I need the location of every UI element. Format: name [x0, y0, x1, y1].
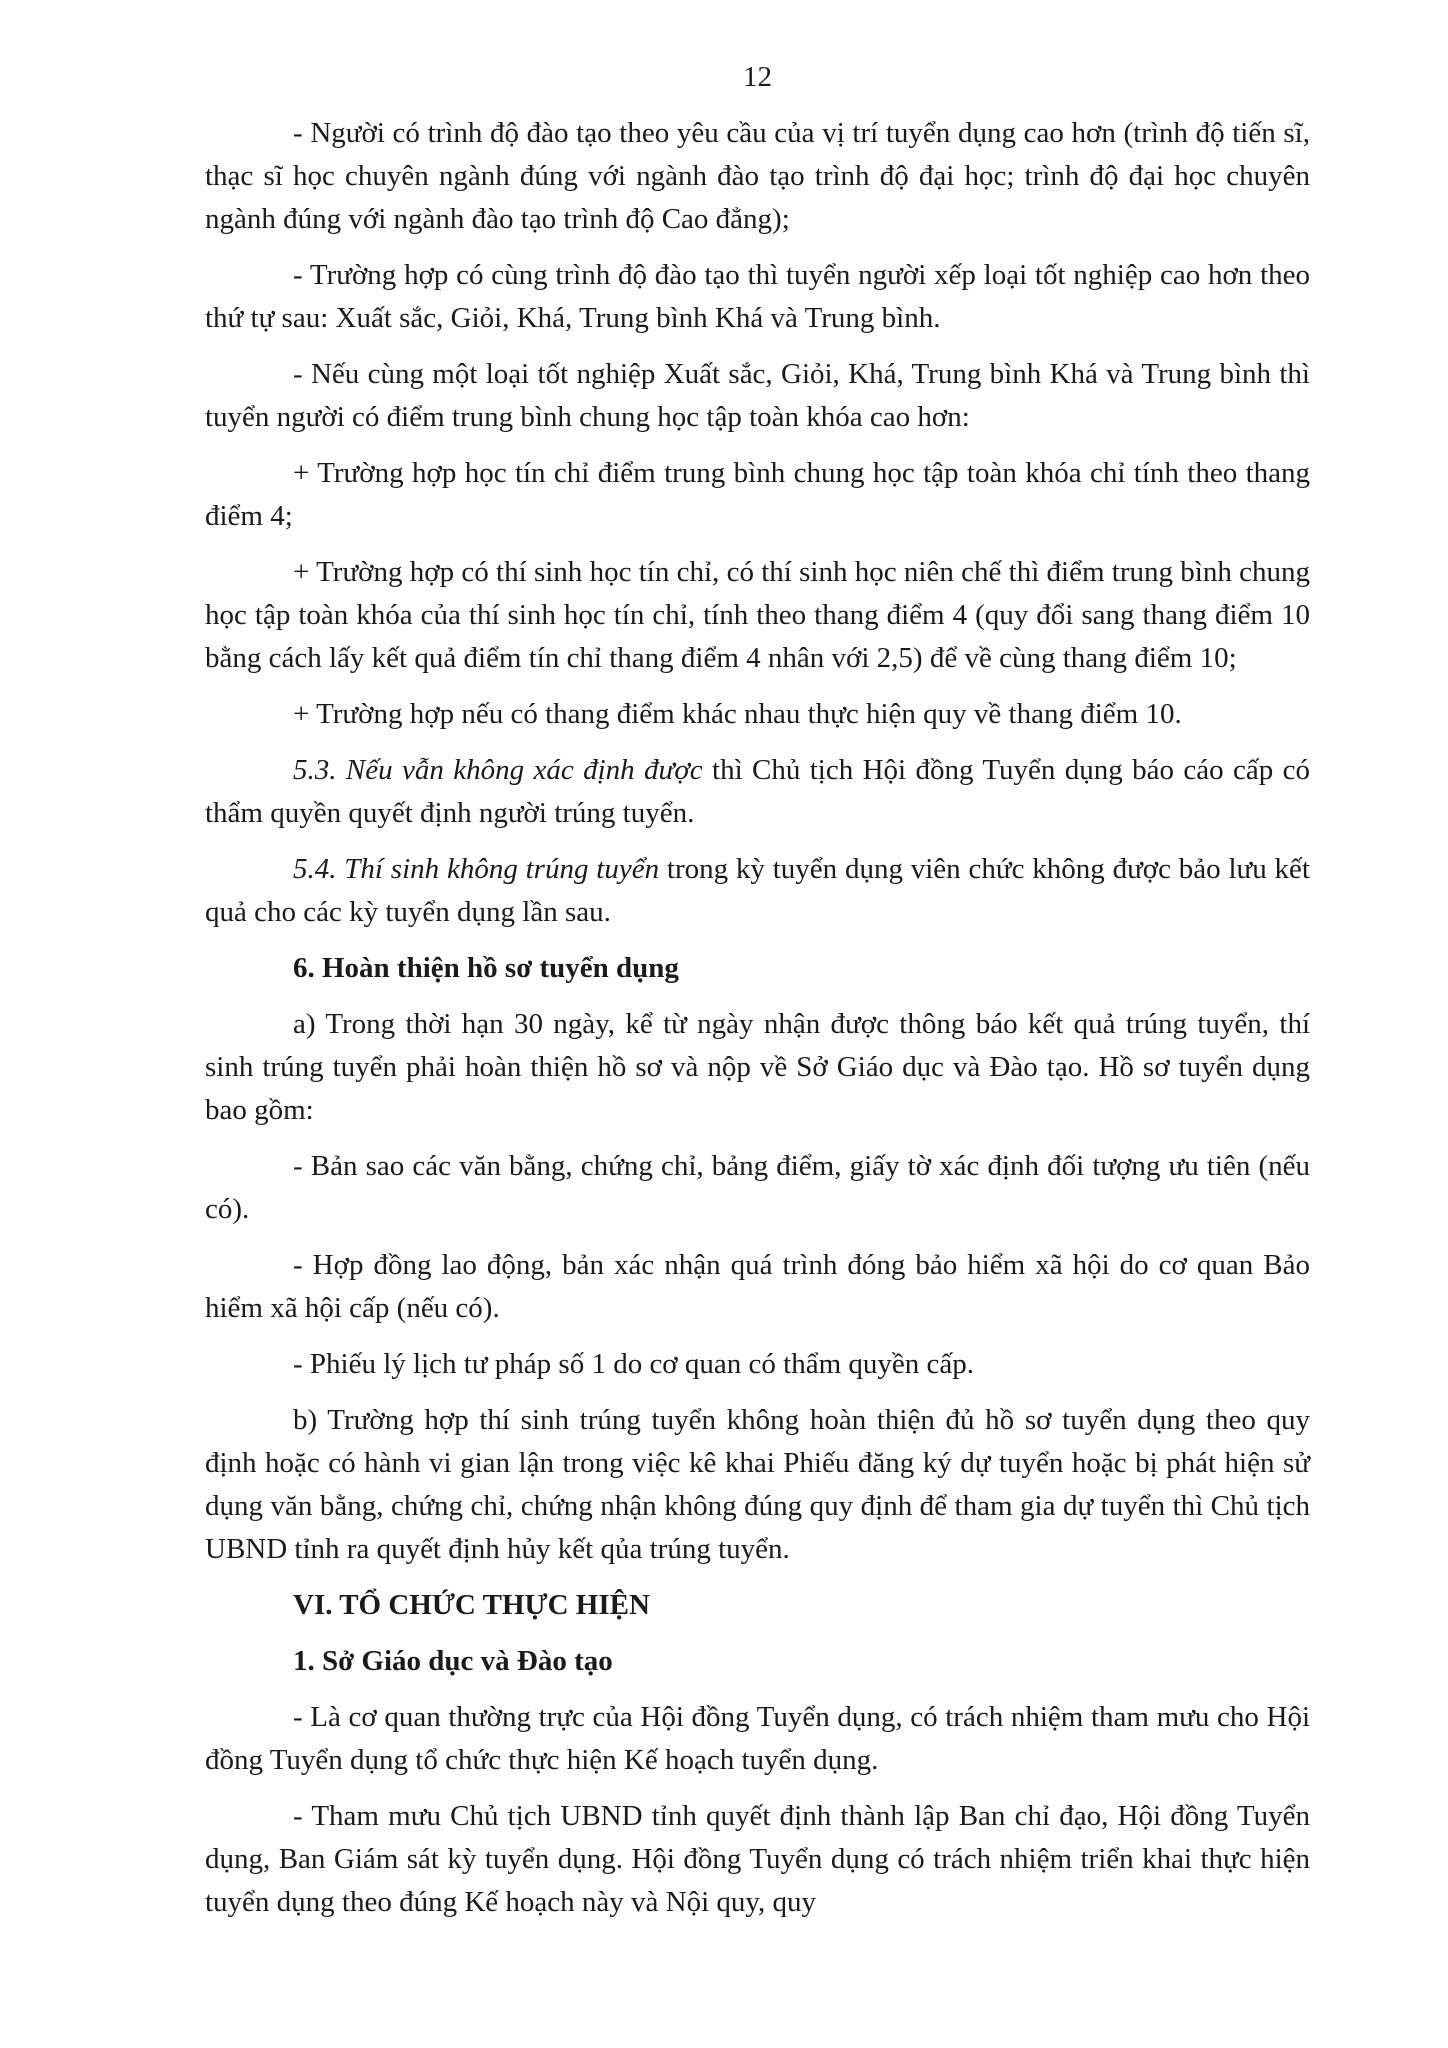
- paragraph: + Trường hợp học tín chỉ điểm trung bình chung học tập toàn khóa chỉ tính theo thang điểm 4;: [205, 457, 1310, 532]
- page-number: 12: [743, 61, 772, 93]
- paragraph: a) Trong thời hạn 30 ngày, kể từ ngày nhận được thông báo kết quả trúng tuyển, thí sinh trúng tuyển phải hoàn thiện hồ sơ và nộp về Sở Giáo dục và Đào tạo. Hồ sơ tuyển dụng bao gồm:: [205, 1008, 1310, 1126]
- paragraph: + Trường hợp nếu có thang điểm khác nhau thực hiện quy về thang điểm 10.: [293, 698, 1182, 730]
- paragraph-rest: thì Chủ tịch Hội đồng Tuyển dụng báo cáo cấp có thẩm quyền quyết định người trúng tuyển.: [205, 754, 1310, 829]
- section-heading-1: 1. Sở Giáo dục và Đào tạo: [293, 1645, 613, 1677]
- paragraph-rest: trong kỳ tuyển dụng viên chức không được bảo lưu kết quả cho các kỳ tuyển dụng lần sau.: [205, 853, 1310, 928]
- paragraph: [205, 848, 1310, 934]
- page-body: [205, 56, 1310, 1924]
- paragraph: - Bản sao các văn bằng, chứng chỉ, bảng điểm, giấy tờ xác định đối tượng ưu tiên (nếu có).: [205, 1150, 1310, 1225]
- paragraph: - Tham mưu Chủ tịch UBND tỉnh quyết định thành lập Ban chỉ đạo, Hội đồng Tuyển dụng, Ban Giám sát kỳ tuyển dụng. Hội đồng Tuyển dụng có trách nhiệm triển khai thực hiện tuyển dụng theo đúng Kế hoạch này và Nội quy, quy: [205, 1800, 1310, 1918]
- paragraph: [205, 749, 1310, 835]
- section-heading-vi: VI. TỔ CHỨC THỰC HIỆN: [293, 1589, 650, 1621]
- paragraph: + Trường hợp có thí sinh học tín chỉ, có thí sinh học niên chế thì điểm trung bình chung học tập toàn khóa của thí sinh học tín chỉ, tính theo thang điểm 4 (quy đổi sang thang điểm 10 bằng cách lấy kết quả điểm tín chỉ thang điểm 4 nhân với 2,5) để về cùng thang điểm 10;: [205, 556, 1310, 674]
- paragraph: - Hợp đồng lao động, bản xác nhận quá trình đóng bảo hiểm xã hội do cơ quan Bảo hiểm xã hội cấp (nếu có).: [205, 1249, 1310, 1324]
- paragraph: - Phiếu lý lịch tư pháp số 1 do cơ quan có thẩm quyền cấp.: [293, 1348, 974, 1380]
- paragraph: b) Trường hợp thí sinh trúng tuyển không hoàn thiện đủ hồ sơ tuyển dụng theo quy định hoặc có hành vi gian lận trong việc kê khai Phiếu đăng ký dự tuyển hoặc bị phát hiện sử dụng văn bằng, chứng chỉ, chứng nhận không đúng quy định để tham gia dự tuyển thì Chủ tịch UBND tỉnh ra quyết định hủy kết qủa trúng tuyển.: [205, 1404, 1310, 1565]
- italic-clause-5-4: 5.4. Thí sinh không trúng tuyển: [293, 853, 660, 885]
- section-heading-6: 6. Hoàn thiện hồ sơ tuyển dụng: [293, 952, 679, 984]
- paragraph: - Nếu cùng một loại tốt nghiệp Xuất sắc, Giỏi, Khá, Trung bình Khá và Trung bình thì tuyển người có điểm trung bình chung học tập toàn khóa cao hơn:: [205, 358, 1310, 433]
- italic-clause-5-3: 5.3. Nếu vẫn không xác định được: [293, 754, 703, 786]
- paragraph: - Trường hợp có cùng trình độ đào tạo thì tuyển người xếp loại tốt nghiệp cao hơn theo thứ tự sau: Xuất sắc, Giỏi, Khá, Trung bình Khá và Trung bình.: [205, 259, 1310, 334]
- paragraph: - Người có trình độ đào tạo theo yêu cầu của vị trí tuyển dụng cao hơn (trình độ tiến sĩ, thạc sĩ học chuyên ngành đúng với ngành đào tạo trình độ đại học; trình độ đại học chuyên ngành đúng với ngành đào tạo trình độ Cao đẳng);: [205, 117, 1310, 235]
- paragraph: - Là cơ quan thường trực của Hội đồng Tuyển dụng, có trách nhiệm tham mưu cho Hội đồng Tuyển dụng tổ chức thực hiện Kế hoạch tuyển dụng.: [205, 1701, 1310, 1776]
